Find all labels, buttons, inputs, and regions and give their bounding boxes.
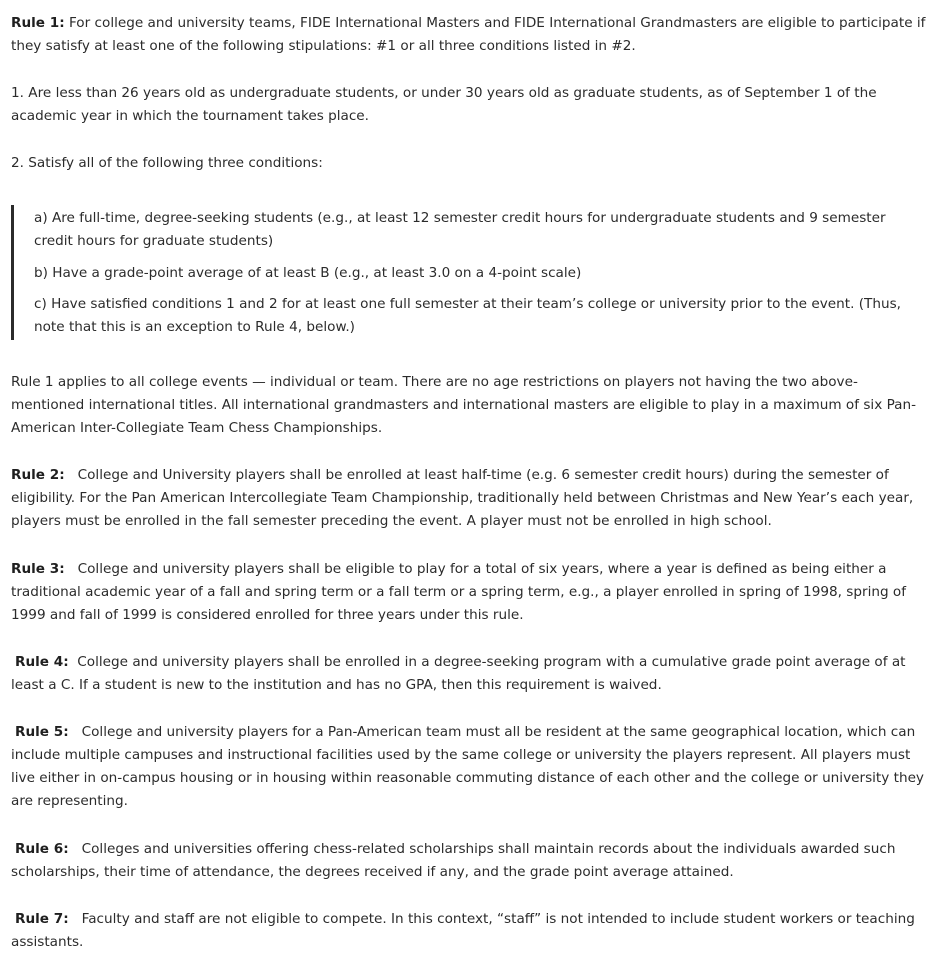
rule-1-label: Rule 1: bbox=[11, 15, 65, 31]
condition-a: a) Are full-time, degree-seeking students (e.g., at least 12 semester credit hours for undergraduate students and 9 semester credit hours for graduate students) bbox=[34, 210, 886, 249]
rule-2-paragraph bbox=[11, 464, 929, 533]
rule-7-label: Rule 7: bbox=[15, 911, 69, 927]
condition-b: b) Have a grade-point average of at least B (e.g., at least 3.0 on a 4-point scale) bbox=[34, 265, 582, 281]
rule-6-paragraph bbox=[11, 838, 929, 884]
rule-5-text: College and university players for a Pan-American team must all be resident at the same geographical location, which can include multiple campuses and instructional facilities used by the same college or university the players represent. All players must live either in on-campus housing or in housing within reasonable commuting distance of each other and the college or university they are representing. bbox=[11, 724, 929, 809]
rule-7-paragraph bbox=[11, 908, 929, 954]
rule-3-text: College and university players shall be eligible to play for a total of six years, where a year is defined as being either a traditional academic year of a fall and spring term or a fall term or a spring term, e.g., a player enrolled in spring of 1998, spring of 1999 and fall of 1999 is considered enrolled for three years under this rule. bbox=[11, 561, 911, 623]
rule-2-label: Rule 2: bbox=[11, 467, 65, 483]
rule-4-label: Rule 4: bbox=[15, 654, 69, 670]
rule-4-text: College and university players shall be enrolled in a degree-seeking program with a cumulative grade point average of at least a C. If a student is new to the institution and has no GPA, then this requirement is waived. bbox=[11, 654, 910, 693]
condition-c: c) Have satisfied conditions 1 and 2 for at least one full semester at their team’s college or university prior to the event. (Thus, note that this is an exception to Rule 4, below.) bbox=[34, 296, 901, 335]
rule-1-paragraph bbox=[11, 12, 929, 58]
rule-1-text: For college and university teams, FIDE International Masters and FIDE International Grandmasters are eligible to participate if they satisfy at least one of the following stipulations: #1 or all three conditions listed in #2. bbox=[11, 15, 926, 54]
rule-5-paragraph bbox=[11, 721, 929, 813]
condition-item-2: 2. Satisfy all of the following three conditions: bbox=[11, 155, 323, 171]
rule-7-text: Faculty and staff are not eligible to compete. In this context, “staff” is not intended to include student workers or teaching assistants. bbox=[11, 911, 920, 950]
rule-3-paragraph bbox=[11, 558, 929, 627]
rule-1-note: Rule 1 applies to all college events — individual or team. There are no age restrictions on players not having the two above-mentioned international titles. All international grandmasters and international masters are eligible to play in a maximum of six Pan-American Inter-Collegiate Team Chess Championships. bbox=[11, 374, 917, 436]
conditions-blockquote bbox=[11, 205, 929, 340]
rule-6-text: Colleges and universities offering chess-related scholarships shall maintain records about the individuals awarded such scholarships, their time of attendance, the degrees received if any, and the grade point average attained. bbox=[11, 841, 900, 880]
rule-2-text: College and University players shall be enrolled at least half-time (e.g. 6 semester credit hours) during the semester of eligibility. For the Pan American Intercollegiate Team Championship, traditionally held between Christmas and New Year’s each year, players must be enrolled in the fall semester preceding the event. A player must not be enrolled in high school. bbox=[11, 467, 918, 529]
rule-6-label: Rule 6: bbox=[15, 841, 69, 857]
rule-5-label: Rule 5: bbox=[15, 724, 69, 740]
rule-3-label: Rule 3: bbox=[11, 561, 65, 577]
rule-4-paragraph bbox=[11, 651, 929, 697]
condition-item-1: 1. Are less than 26 years old as undergraduate students, or under 30 years old as graduate students, as of September 1 of the academic year in which the tournament takes place. bbox=[11, 85, 877, 124]
